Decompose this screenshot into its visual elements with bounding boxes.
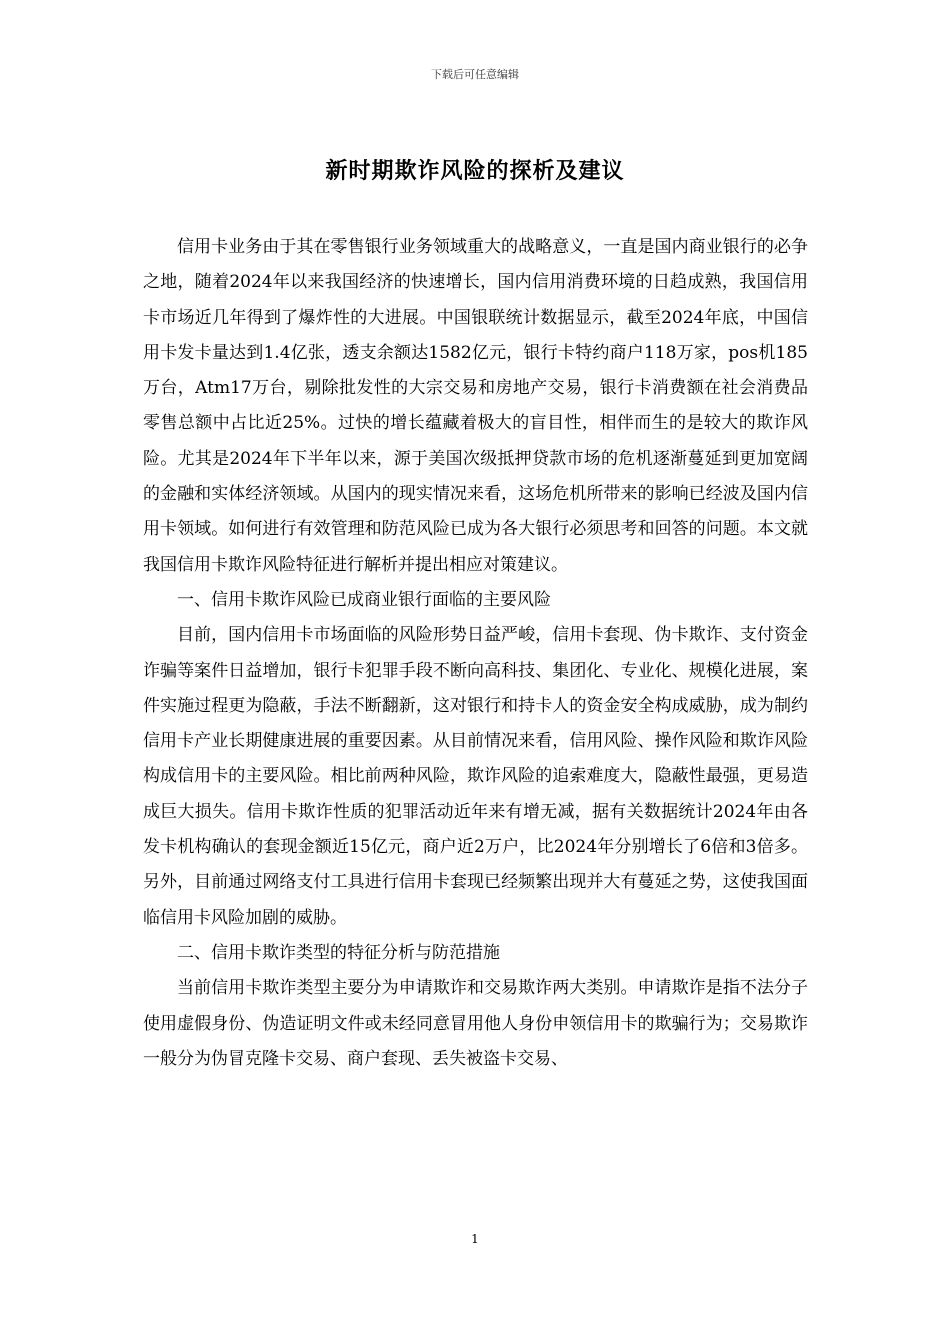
document-title: 新时期欺诈风险的探析及建议: [325, 158, 625, 184]
paragraph-intro: 信用卡业务由于其在零售银行业务领域重大的战略意义，一直是国内商业银行的必争之地，随着2024年以来我国经济的快速增长，国内信用消费环境的日趋成熟，我国信用卡市场近几年得到了爆炸性的大进展。中国银联统计数据显示，截至2024年底，中国信用卡发卡量达到1.4亿张，透支余额达1582亿元，银行卡特约商户118万家，pos机185万台，Atm17万台，剔除批发性的大宗交易和房地产交易，银行卡消费额在社会消费品零售总额中占比近25%。过快的增长蕴藏着极大的盲目性，相伴而生的是较大的欺诈风险。尤其是2024年下半年以来，源于美国次级抵押贷款市场的危机逐渐蔓延到更加宽阔的金融和实体经济领域。从国内的现实情况来看，这场危机所带来的影响已经波及国内信用卡领域。如何进行有效管理和防范风险已成为各大银行必须思考和回答的问题。本文就我国信用卡欺诈风险特征进行解析并提出相应对策建议。: [143, 237, 808, 575]
paragraph-section-1: 目前，国内信用卡市场面临的风险形势日益严峻，信用卡套现、伪卡欺诈、支付资金诈骗等案件日益增加，银行卡犯罪手段不断向高科技、集团化、专业化、规模化进展，案件实施过程更为隐蔽，手法不断翻新，这对银行和持卡人的资金安全构成威胁，成为制约信用卡产业长期健康进展的重要因素。从目前情况来看，信用风险、操作风险和欺诈风险构成信用卡的主要风险。相比前两种风险，欺诈风险的追索难度大，隐蔽性最强，更易造成巨大损失。信用卡欺诈性质的犯罪活动近年来有增无减，据有关数据统计2024年由各发卡机构确认的套现金额近15亿元，商户近2万户，比2024年分别增长了6倍和3倍多。另外，目前通过网络支付工具进行信用卡套现已经频繁出现并大有蔓延之势，这使我国面临信用卡风险加剧的威胁。: [143, 625, 808, 928]
section-heading-2: 二、信用卡欺诈类型的特征分析与防范措施: [177, 942, 500, 963]
paragraph-section-2: 当前信用卡欺诈类型主要分为申请欺诈和交易欺诈两大类别。申请欺诈是指不法分子使用虚假身份、伪造证明文件或未经同意冒用他人身份申领信用卡的欺骗行为；交易欺诈一般分为伪冒克隆卡交易、商户套现、丢失被盗卡交易、: [143, 978, 808, 1069]
header-note: 下载后可任意编辑: [431, 68, 519, 81]
page-number: 1: [471, 1232, 479, 1246]
document-body: [143, 230, 808, 1077]
section-heading-1: 一、信用卡欺诈风险已成商业银行面临的主要风险: [177, 589, 551, 610]
